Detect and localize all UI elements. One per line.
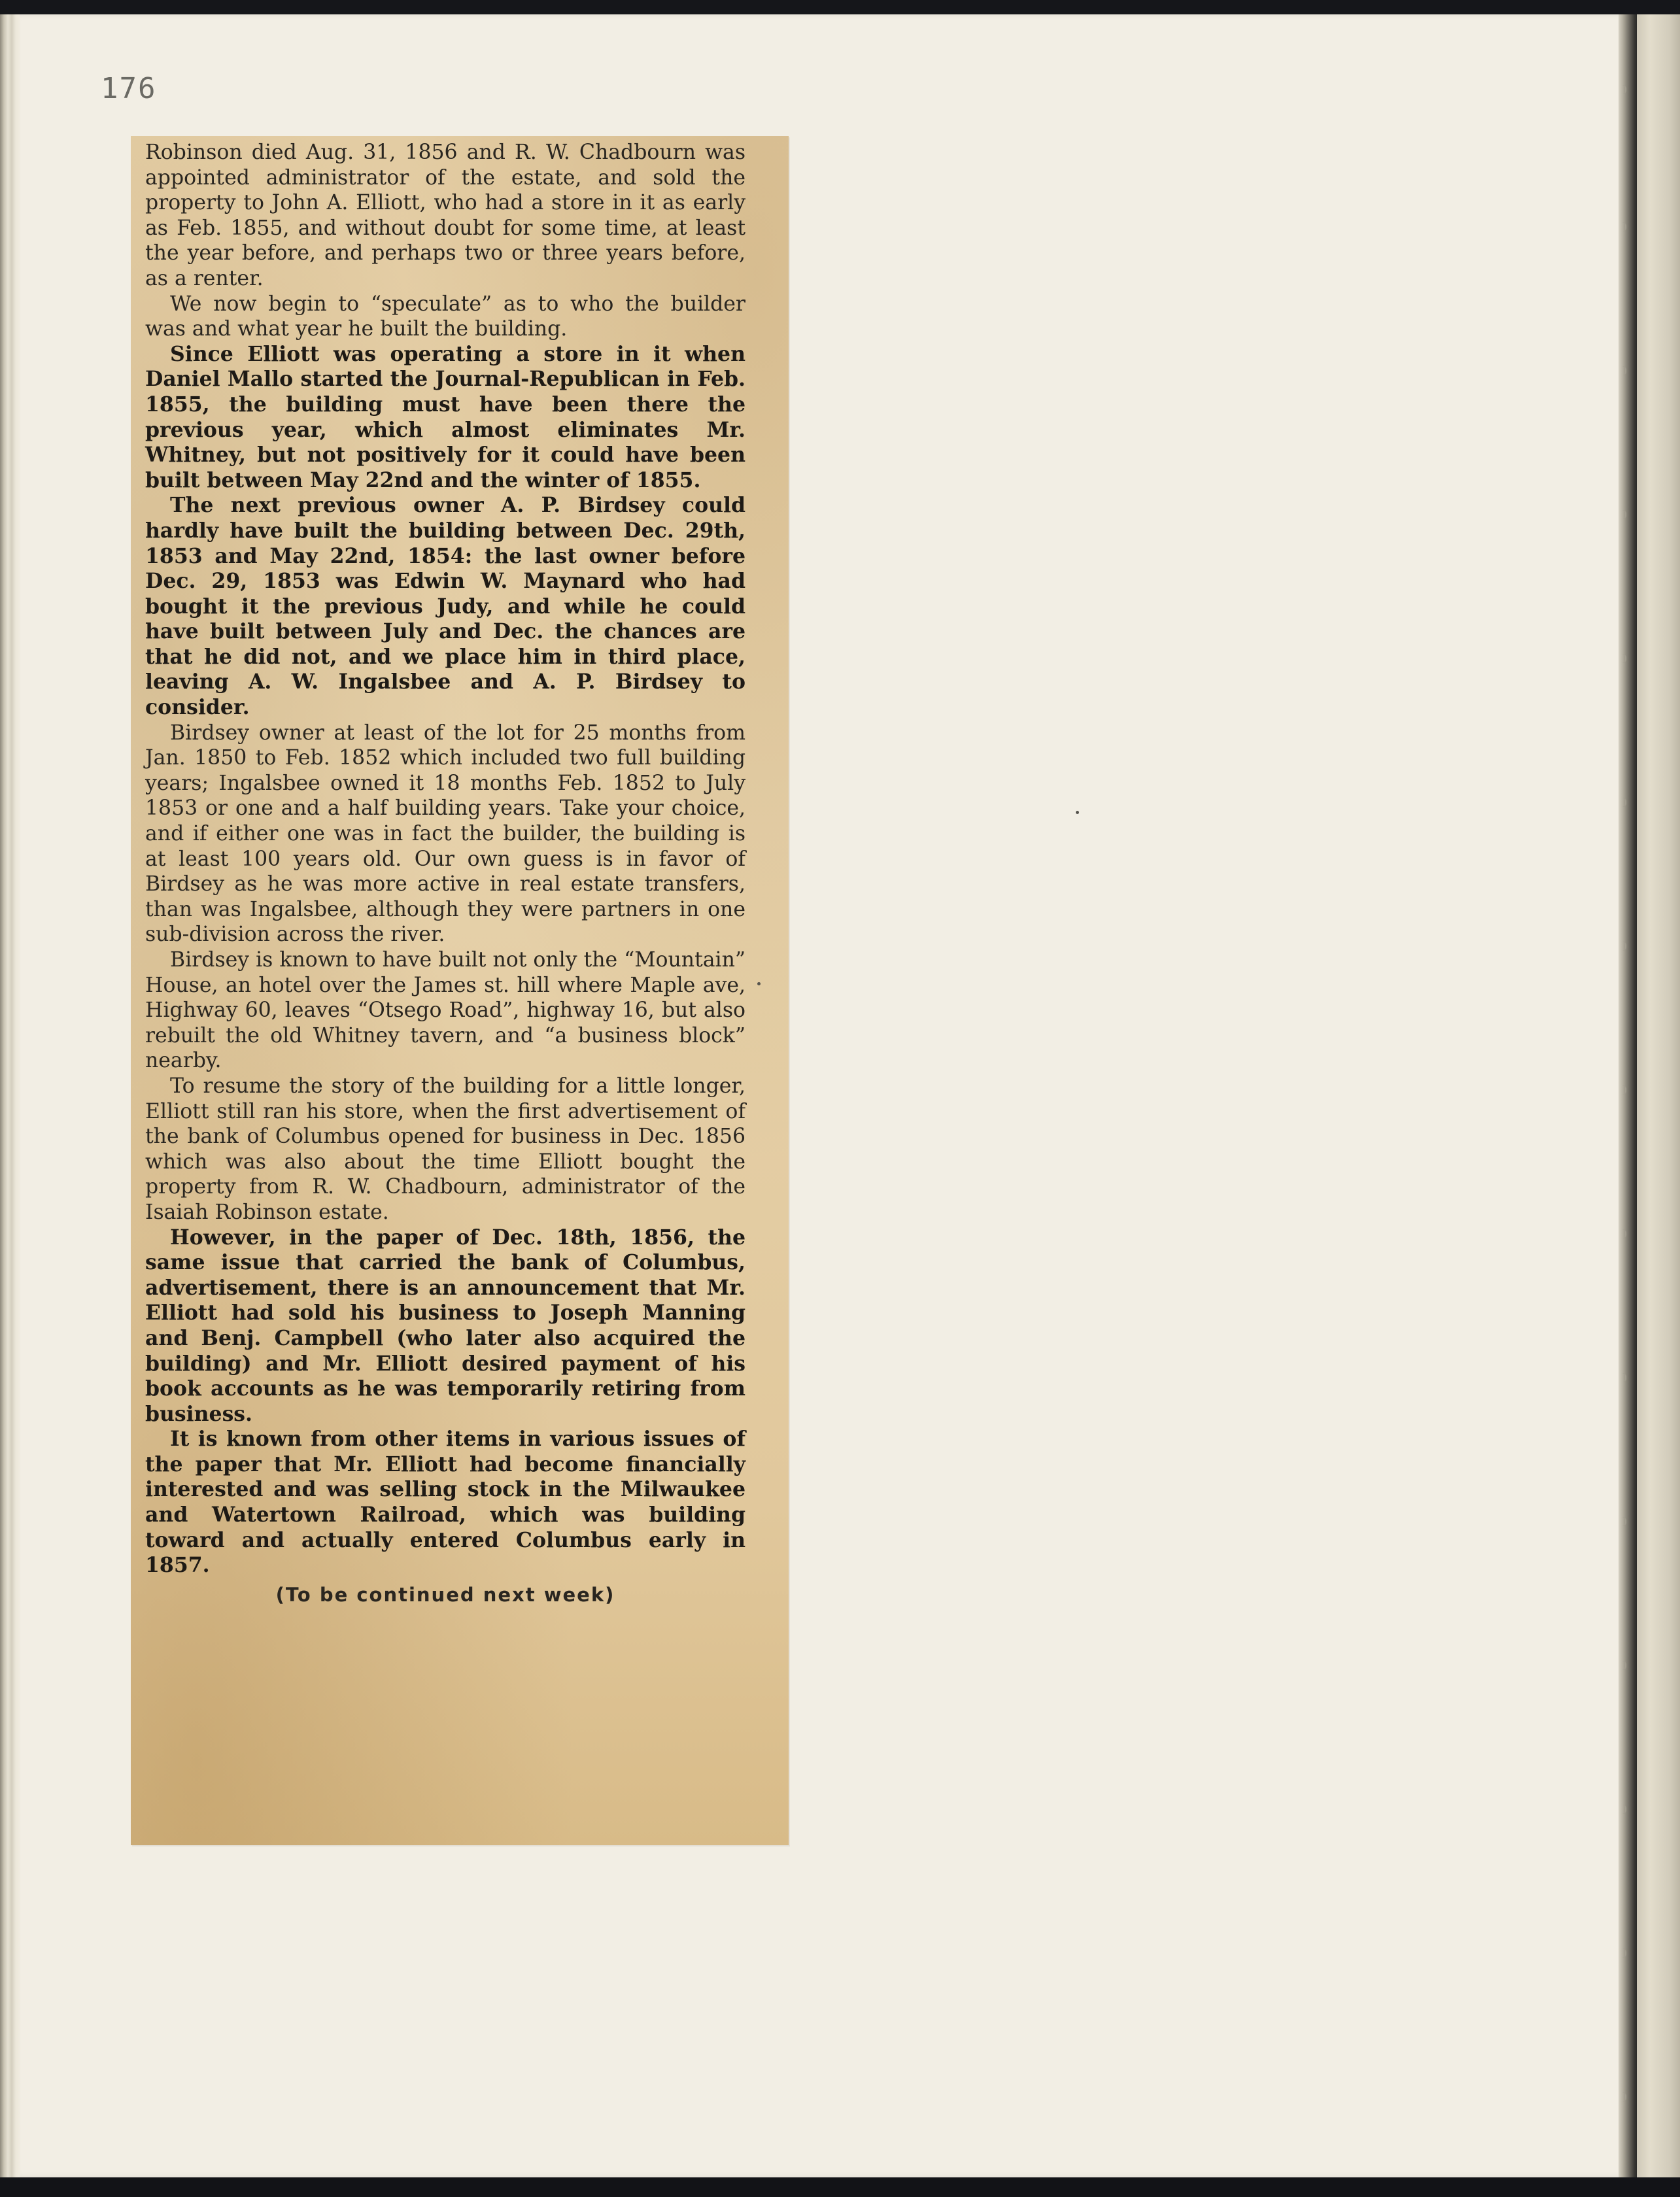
binding-gutter [1619, 14, 1637, 2177]
article-paragraph-6: Birdsey is known to have built not only the “Mountain” House, an hotel over the James st. hill where Maple ave, Highway 60, leaves “Otsego Road”, highway 16, but also rebuilt the old Whitney tavern, and “a business block” nearby. [145, 948, 746, 1073]
top-background [0, 0, 1680, 14]
article-paragraph-4: The next previous owner A. P. Birdsey could hardly have built the building between Dec. 29th, 1853 and May 22nd, 1854: the last owner before Dec. 29, 1853 was Edwin W. Maynard who had bought it the previous Judy, and while he could have built between July and Dec. the chances are that he did not, and we place him in third place, leaving A. W. Ingalsbee and A. P. Birdsey to consider. [145, 493, 746, 720]
article-paragraph-2: We now begin to “speculate” as to who the builder was and what year he built the building. [145, 292, 746, 341]
binding-hinge-mark [1620, 1805, 1626, 1814]
binding-hinge-mark [1620, 798, 1626, 807]
binding-hinge-mark [1620, 510, 1626, 519]
binding-hinge-mark [1620, 222, 1626, 231]
binding-hinge-mark [1620, 1517, 1626, 1526]
binding-hinge-mark [1620, 1661, 1626, 1670]
paper-speck [757, 982, 761, 985]
album-page [20, 14, 1635, 2177]
continued-note: (To be continued next week) [275, 1583, 615, 1606]
newspaper-clipping [131, 136, 789, 1845]
binding-hinge-mark [1620, 1373, 1626, 1382]
article-paragraph-8: However, in the paper of Dec. 18th, 1856, the same issue that carried the bank of Columbus, advertisement, there is an announcement that Mr. Elliott had sold his business to Joseph Manning and Benj. Campbell (who later also acquired the building) and Mr. Elliott desired payment of his book accounts as he was temporarily retiring from business. [145, 1225, 746, 1426]
binding-hinge-mark [1620, 2092, 1626, 2102]
binding-hinge-mark [1620, 654, 1626, 663]
article-paragraph-3: Since Elliott was operating a store in it when Daniel Mallo started the Journal-Republican in Feb. 1855, the building must have been there the previous year, which almost eliminates Mr. Whitney, but not positively for it could have been built between May 22nd and the winter of 1855. [145, 341, 746, 492]
binding-hinge-mark [1620, 1229, 1626, 1238]
article-paragraph-5: Birdsey owner at least of the lot for 25 months from Jan. 1850 to Feb. 1852 which included two full building years; Ingalsbee owned it 18 months Feb. 1852 to July 1853 or one and a half building years. Take your choice, and if either one was in fact the builder, the building is at least 100 years old. Our own guess is in favor of Birdsey as he was more active in real estate transfers, than was Ingalsbee, although they were partners in one sub-division across the river. [145, 721, 746, 947]
article-text [145, 140, 746, 1607]
article-paragraph-9: It is known from other items in various issues of the paper that Mr. Elliott had become financially interested and was selling stock in the Milwaukee and Watertown Railroad, which was building toward and actually entered Columbus early in 1857. [145, 1427, 746, 1578]
binding-hinge-mark [1620, 366, 1626, 375]
article-paragraph-7: To resume the story of the building for a little longer, Elliott still ran his store, when the first advertisement of the bank of Columbus opened for business in Dec. 1856 which was also about the time Elliott bought the property from R. W. Chadbourn, administrator of the Isaiah Robinson estate. [145, 1074, 746, 1224]
page-number: 176 [101, 72, 157, 105]
binding-hinge-mark [1620, 942, 1626, 951]
paper-speck [1076, 811, 1079, 814]
article-paragraph-1: Robinson died Aug. 31, 1856 and R. W. Chadbourn was appointed administrator of the estate, and sold the property to John A. Elliott, who had a store in it as early as Feb. 1855, and without doubt for some time, at least the year before, and perhaps two or three years before, as a renter. [145, 141, 746, 290]
bottom-background [0, 2177, 1680, 2197]
page-stack-edge [0, 14, 20, 2177]
binding-hinge-mark [1620, 85, 1626, 94]
binding-hinge-mark [1620, 1949, 1626, 1958]
binding-hinge-mark [1620, 1085, 1626, 1095]
facing-page-edge [1637, 14, 1680, 2177]
